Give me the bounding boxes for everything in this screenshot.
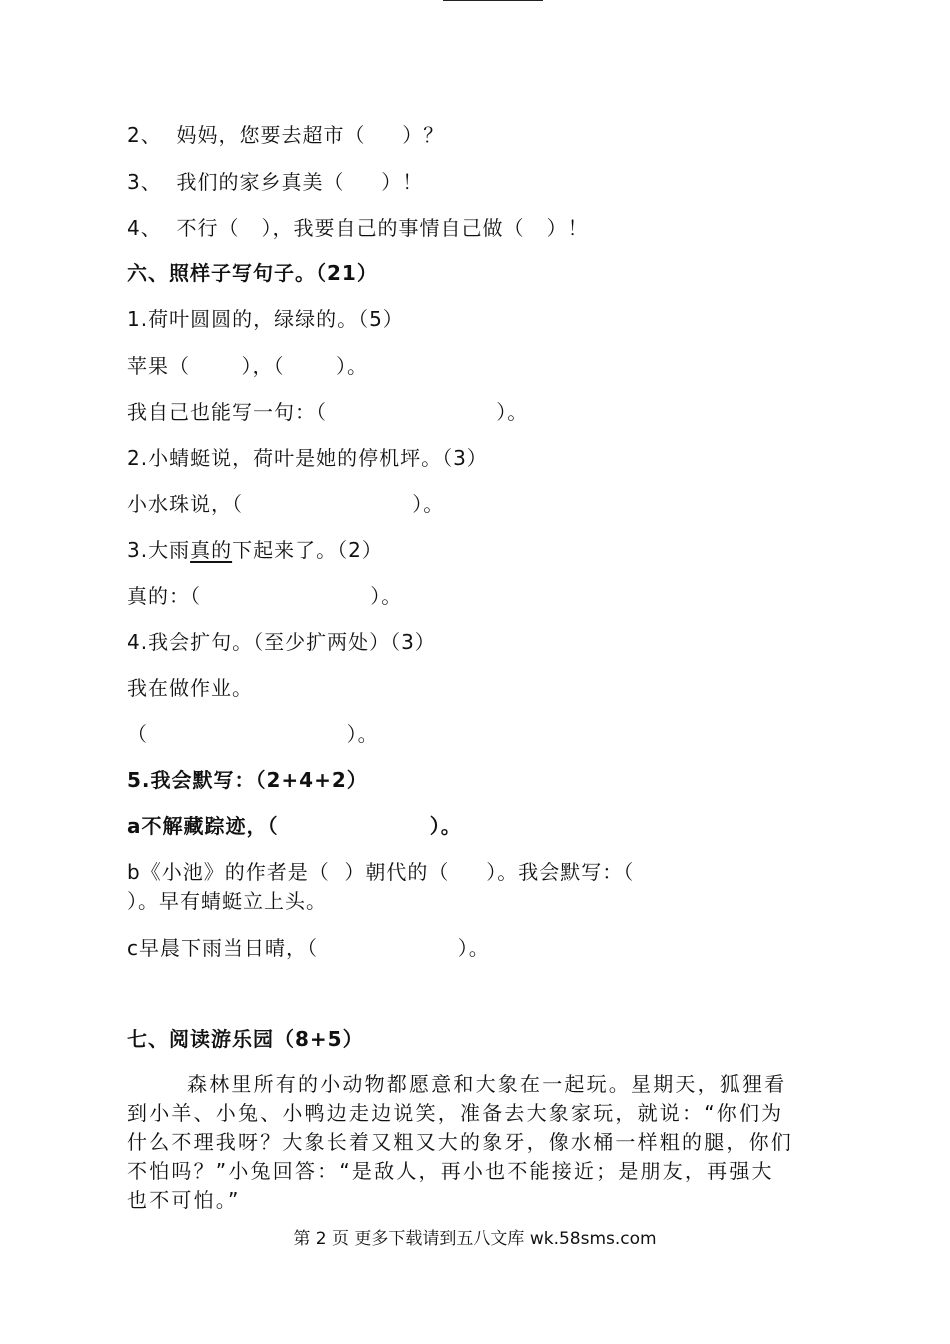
section-6-title: 六、照样子写句子。（21） <box>127 261 378 285</box>
exercise-6-3 <box>127 536 383 564</box>
page-footer: 第 2 页 更多下载请到五八文库 wk.58sms.com <box>293 1229 657 1249</box>
exercise-6-4-sentence: 我在做作业。 <box>127 676 253 700</box>
question-2: 2、 妈妈，您要去超市（ ）？ <box>127 123 445 147</box>
reading-line-2: 到小羊、小兔、小鸭边走边说笑，准备去大象家玩，就说：“你们为 <box>127 1101 784 1125</box>
exercise-6-5-a: a不解藏踪迹，（ ）。 <box>127 814 462 838</box>
reading-line-1: 森林里所有的小动物都愿意和大象在一起玩。星期天，狐狸看 <box>187 1072 787 1096</box>
exercise-6-2-answer: 小水珠说，（ ）。 <box>127 492 445 516</box>
section-7-title: 七、阅读游乐园（8+5） <box>127 1027 364 1051</box>
reading-passage <box>127 1070 847 1215</box>
exercise-6-3-prefix: 3.大雨 <box>127 538 191 562</box>
question-4: 4、 不行（ ），我要自己的事情自己做（ ）！ <box>127 216 589 240</box>
exercise-6-3-underlined-word: 真的 <box>190 538 233 562</box>
exercise-6-2: 2.小蜻蜓说，荷叶是她的停机坪。（3） <box>127 446 488 470</box>
question-3: 3、 我们的家乡真美（ ）！ <box>127 170 424 194</box>
exercise-6-1-answer-a: 苹果（ ），（ ）。 <box>127 354 369 378</box>
exercise-6-5-b-line2: ）。早有蜻蜓立上头。 <box>127 889 327 913</box>
reading-line-3: 什么不理我呀？大象长着又粗又大的象牙，像水桶一样粗的腿，你们 <box>127 1130 793 1154</box>
exercise-6-4: 4.我会扩句。（至少扩两处）（3） <box>127 630 436 654</box>
exercise-6-3-answer: 真的：（ ）。 <box>127 584 403 608</box>
reading-line-4: 不怕吗？”小兔回答：“是敌人，再小也不能接近；是朋友，再强大 <box>127 1159 774 1183</box>
reading-line-5: 也不可怕。” <box>127 1188 241 1212</box>
exercise-6-5: 5.我会默写：（2+4+2） <box>127 768 368 792</box>
exercise-6-5-b-line1: b《小池》的作者是（ ）朝代的（ ）。我会默写：（ <box>127 860 635 884</box>
exercise-6-5-c: c早晨下雨当日晴，（ ）。 <box>127 936 490 960</box>
header-rule <box>443 0 543 1</box>
exercise-6-1-answer-b: 我自己也能写一句：（ ）。 <box>127 400 529 424</box>
exercise-6-1: 1.荷叶圆圆的，绿绿的。（5） <box>127 307 404 331</box>
exercise-6-4-answer: （ ）。 <box>127 722 379 746</box>
exercise-6-3-suffix: 下起来了。（2） <box>232 538 383 562</box>
